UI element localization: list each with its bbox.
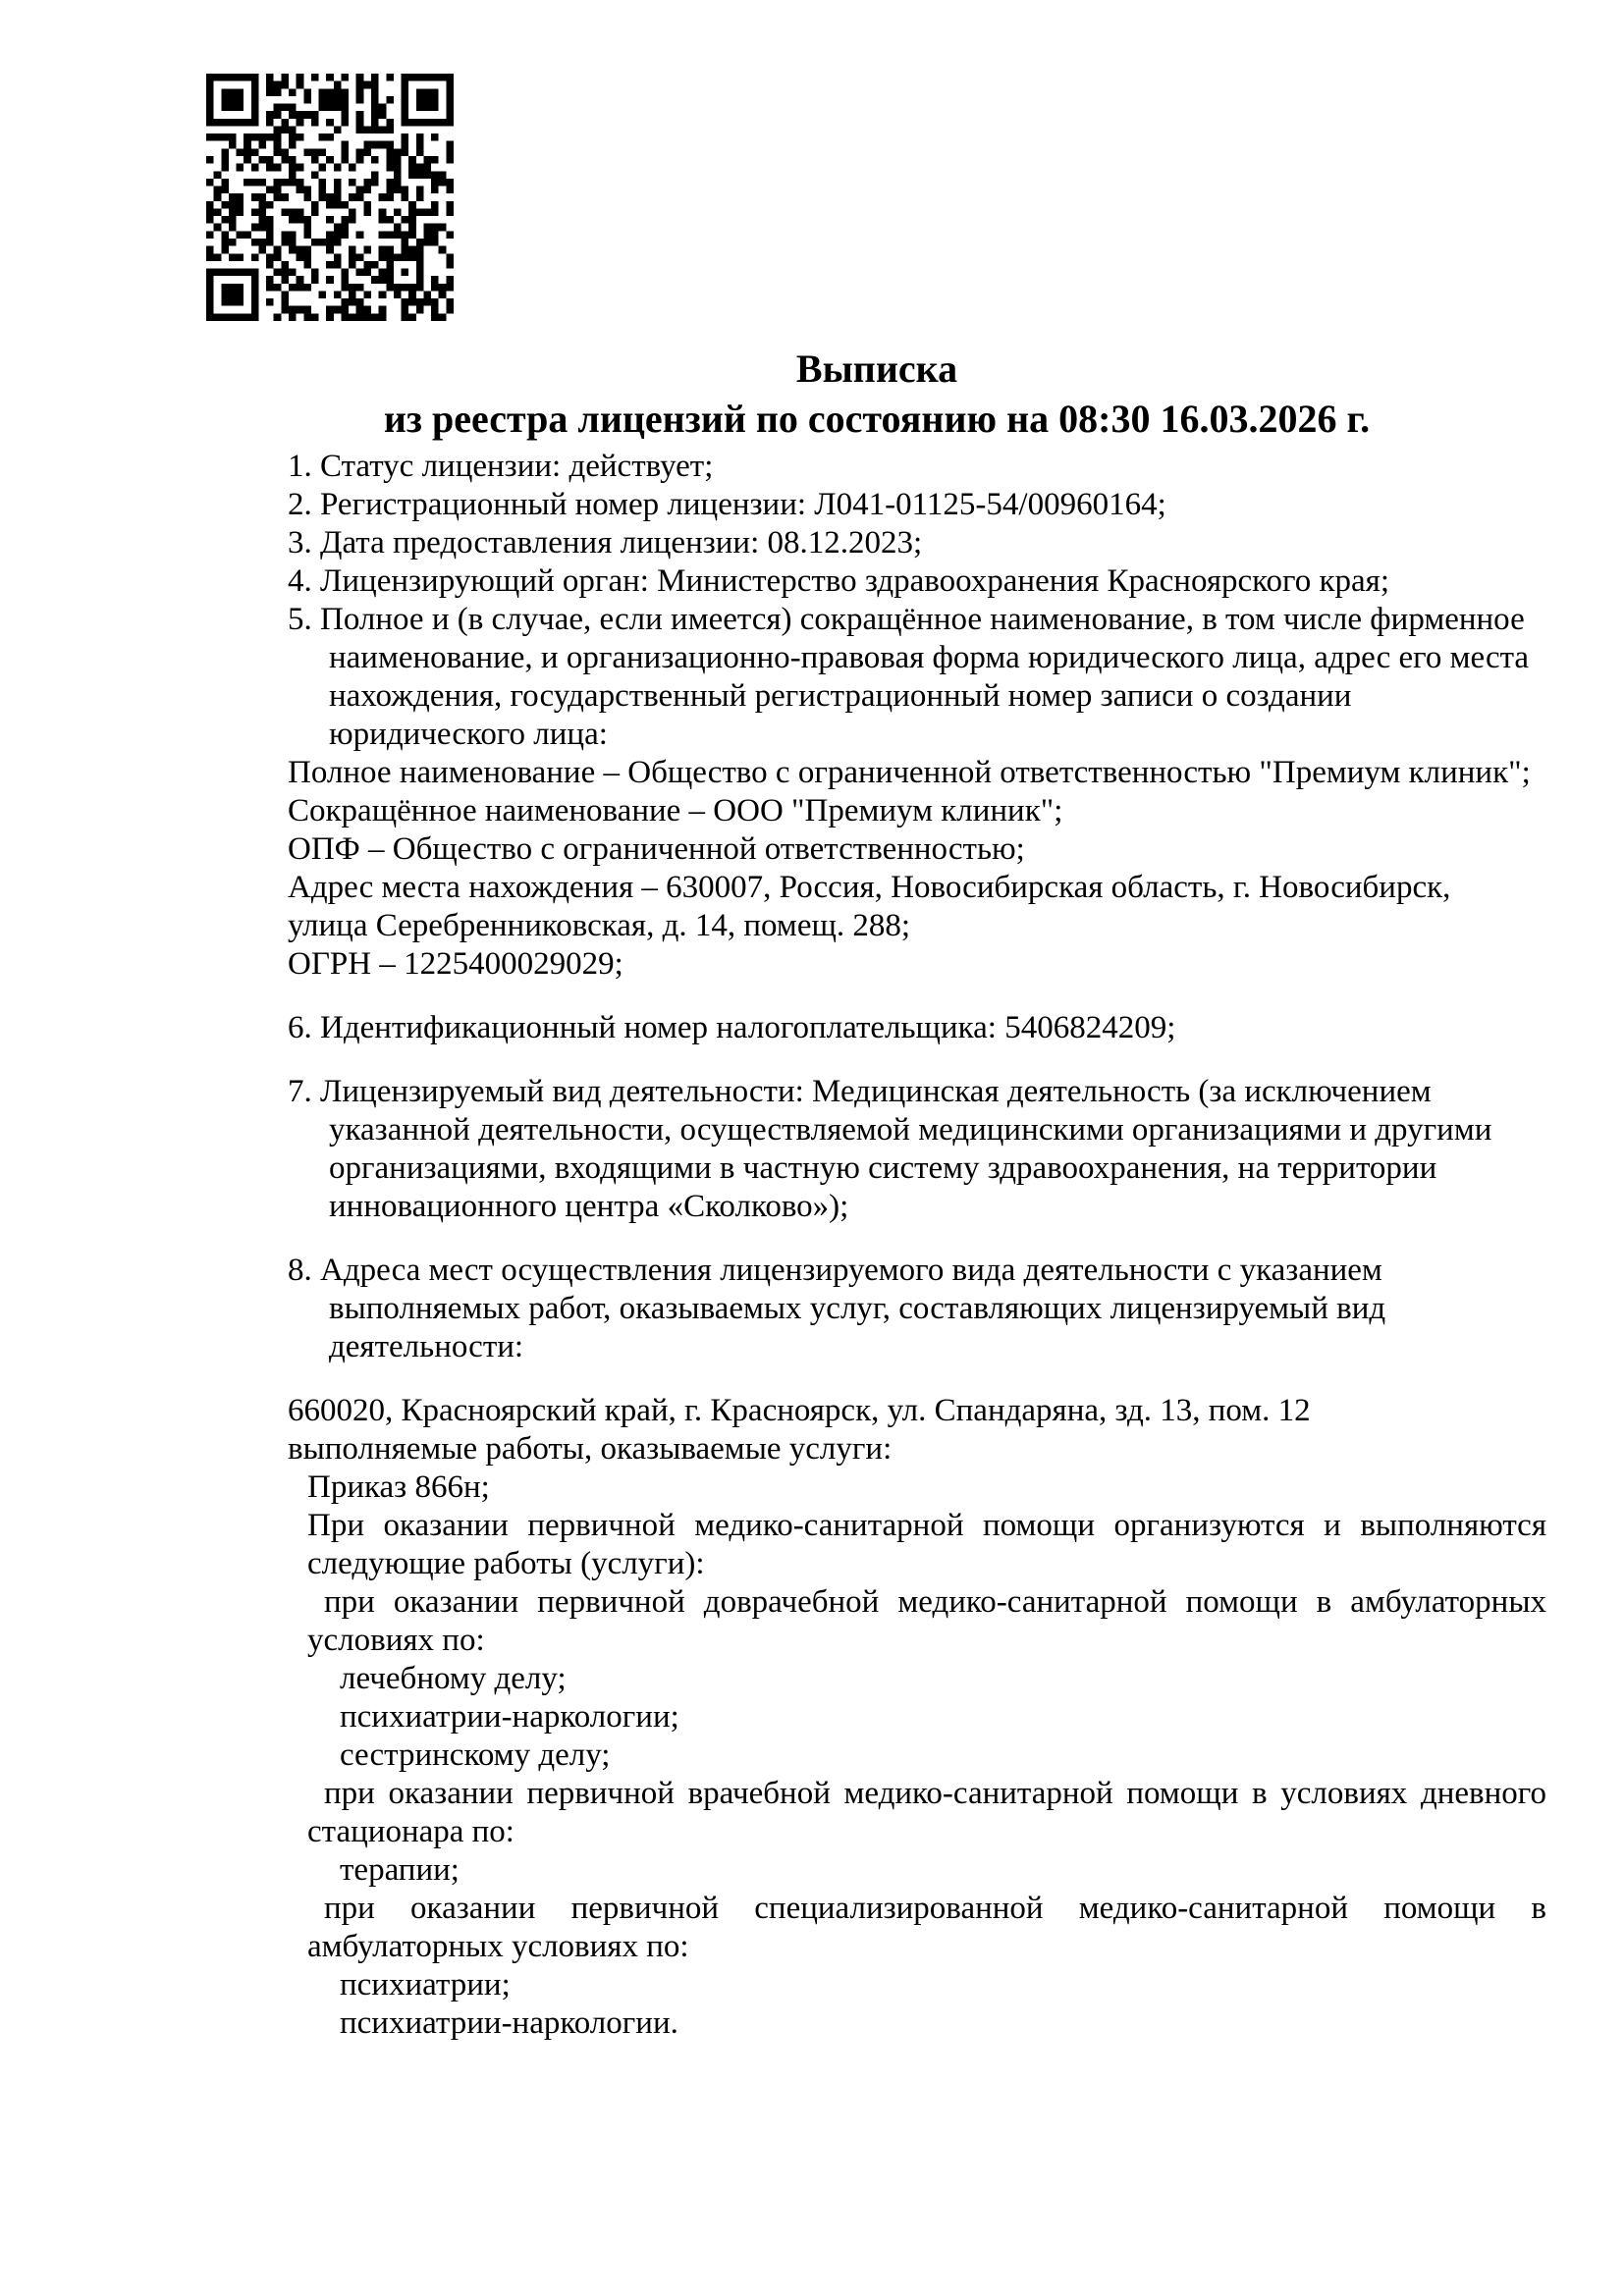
qr-code-icon [206,74,454,321]
document-line: указанной деятельности, осуществляемой медицинскими организациями и другими [329,1112,1492,1148]
document-line: Сокращённое наименование – ООО "Премиум клиник"; [288,793,1063,828]
document-line: терапии; [340,1852,460,1888]
document-line: при оказании первичной доврачебной медико-санитарной помощи в амбулаторных [324,1584,1546,1620]
document-line: выполняемые работы, оказываемые услуги: [288,1431,893,1467]
document-line: стационара по: [307,1814,514,1849]
document-line: психиатрии-наркологии. [340,2005,678,2041]
document-line: сестринскому делу; [340,1737,611,1773]
document-header [288,344,1466,444]
document-line: юридического лица: [329,717,608,752]
document-line: 3. Дата предоставления лицензии: 08.12.2023; [288,525,923,561]
document-line: амбулаторных условиях по: [307,1929,689,1964]
document-line: следующие работы (услуги): [307,1546,705,1581]
document-line: Приказ 866н; [307,1469,490,1505]
document-line: Полное наименование – Общество с ограниченной ответственностью "Премиум клиник"; [288,755,1531,790]
document-line: 660020, Красноярский край, г. Красноярск, ул. Спандаряна, зд. 13, пом. 12 [288,1393,1311,1428]
document-line: ОПФ – Общество с ограниченной ответственностью; [288,831,1025,867]
document-line: Адрес места нахождения – 630007, Россия, Новосибирская область, г. Новосибирск, [288,870,1451,905]
document-line: при оказании первичной врачебной медико-санитарной помощи в условиях дневного [324,1776,1546,1811]
document-line: 4. Лицензирующий орган: Министерство здравоохранения Красноярского края; [288,563,1389,599]
document-line: инновационного центра «Сколково»); [329,1189,849,1224]
document-line: выполняемых работ, оказываемых услуг, составляющих лицензируемый вид [329,1291,1386,1326]
blank-line [288,1047,1546,1073]
document-line: организациями, входящими в частную систему здравоохранения, на территории [329,1150,1437,1186]
blank-line [288,984,1546,1009]
document-line: 6. Идентификационный номер налогоплательщика: 5406824209; [288,1010,1176,1045]
document-line: лечебному делу; [340,1661,567,1696]
document-line: 5. Полное и (в случае, если имеется) сокращённое наименование, в том числе фирменное [288,602,1525,637]
document-subtitle: из реестра лицензий по состоянию на 08:30 16.03.2026 г. [383,397,1371,441]
document-line: 1. Статус лицензии: действует; [288,449,714,484]
document-line: наименование, и организационно-правовая форма юридического лица, адрес его места [329,640,1530,675]
document-line: При оказании первичной медико-санитарной помощи организуются и выполняются [307,1508,1546,1543]
document-title: Выписка [795,347,958,391]
document-line: деятельности: [329,1329,524,1364]
blank-line [288,1366,1546,1392]
document-line: психиатрии; [340,1967,511,2002]
document-line: 8. Адреса мест осуществления лицензируемого вида деятельности с указанием [288,1253,1382,1288]
qr-code-image [206,74,454,321]
document-line: 2. Регистрационный номер лицензии: Л041-01125-54/00960164; [288,487,1166,522]
document-line: 7. Лицензируемый вид деятельности: Медицинская деятельность (за исключением [288,1074,1432,1109]
document-line: нахождения, государственный регистрационный номер записи о создании [329,678,1352,714]
document-line: условиях по: [307,1623,485,1658]
document-body [288,448,1546,2043]
document-line: улица Серебренниковская, д. 14, помещ. 288; [288,908,911,943]
document-line: при оказании первичной специализированной медико-санитарной помощи в [324,1891,1546,1926]
document-line: психиатрии-наркологии; [340,1699,679,1735]
document-line: ОГРН – 1225400029029; [288,946,623,982]
blank-line [288,1226,1546,1252]
